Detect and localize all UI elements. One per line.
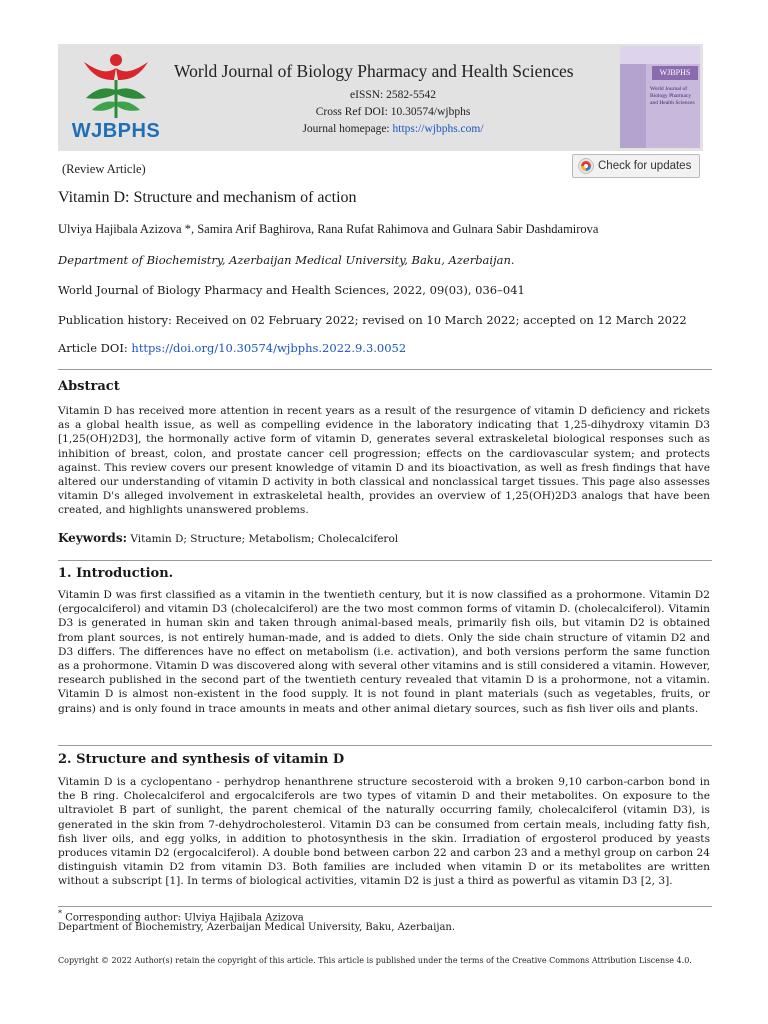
cover-stripe [620,64,646,148]
journal-header [58,44,703,151]
logo-text: WJBPHS [71,120,161,142]
doi-link[interactable]: https://doi.org/10.30574/wjbphs.2022.9.3.0052 [131,341,407,355]
keywords-label: Keywords: [58,531,128,545]
journal-logo [66,50,166,146]
author-list: Ulviya Hajibala Azizova *, Samira Arif Baghirova, Rana Rufat Rahimova and Gulnara Sabir Dashdamirova [58,222,599,236]
homepage-link[interactable]: https://wjbphs.com/ [392,123,484,135]
check-for-updates-button[interactable] [572,154,700,178]
citation: World Journal of Biology Pharmacy and Health Sciences, 2022, 09(03), 036–041 [58,283,525,297]
journal-cover-thumbnail [620,46,700,148]
publication-history: Publication history: Received on 02 February 2022; revised on 10 March 2022; accepted on 12 March 2022 [58,313,687,327]
divider [58,369,712,370]
corresponding-author: Corresponding author: Ulviya Hajibala Azizova [65,912,304,924]
doi-label: Article DOI: [58,341,128,355]
eissn: eISSN: 2582-5542 [350,89,436,101]
section-heading-introduction: 1. Introduction. [58,566,174,581]
crossref-doi: Cross Ref DOI: 10.30574/wjbphs [315,106,471,118]
abstract-heading: Abstract [58,379,120,394]
section-text-structure: Vitamin D is a cyclopentano - perhydrop henanthrene structure secosteroid with a broken 9,10 carbon-carbon bond in the B ring. Cholecalciferol and ergocalciferols are two types of vitamin D and their metabolites. On exposure to the ultraviolet B part of sunlight, the parent chemical of the naturally occurring family, cholecalciferol (vitamin D3), is generated in the skin from 7-dehydrocholesterol. Vitamin D3 can be consumed from certain meals, including fatty fish, fish liver oils, and egg yolks, in addition to photosynthesis in the skin. Irradiation of ergosterol produced by yeasts produces vitamin D2 (ergocalciferol). A double bond between carbon 22 and carbon 23 and a methyl group on carbon 24 distinguish vitamin D2 from vitamin D3. Both families are included when vitamin D or its metabolites are written without a subscript [1]. In terms of biological activities, vitamin D2 is just a third as powerful as vitamin D3 [2, 3]. [58,776,710,888]
section-heading-structure: 2. Structure and synthesis of vitamin D [58,752,345,767]
section-text-introduction: Vitamin D was first classified as a vitamin in the twentieth century, but it is now classified as a prohormone. Vitamin D2 (ergocalciferol) and vitamin D3 (cholecalciferol) are the two most common forms of vitamin D. (cholecalciferol). Vitamin D3 is generated in human skin and taken through animal-based meals, primarily fish oils, but vitamin D2 is obtained from plant sources, is not entirely human-made, and is added to diets. Only the side chain structure of vitamin D2 and D3 differs. The differences have no effect on metabolism (i.e. activation), and both versions perform the same function as a prohormone. Vitamin D was discovered along with several other vitamins and is still considered a vitamin. However, research published in the second part of the twentieth century revealed that vitamin D is a prohormone, not a vitamin. Vitamin D is almost non-existent in the food supply. It is not found in plant materials (such as vegetables, fruits, or grains) and is only found in trace amounts in meats and other animal dietary sources, such as fish liver oils and plants. [58,589,710,715]
article-title: Vitamin D: Structure and mechanism of action [58,189,357,206]
check-for-updates-label: Check for updates [598,160,692,172]
keywords-line [58,531,398,545]
divider [58,560,712,561]
footnote-symbol: * [58,909,62,918]
cover-top-band [620,46,700,64]
footnote-divider [58,906,712,907]
doi-line [58,341,406,355]
homepage-label: Journal homepage: [302,123,390,135]
cover-badge: WJBPHS [652,66,698,80]
article-type: (Review Article) [62,162,146,176]
journal-title: World Journal of Biology Pharmacy and Health Sciences [174,61,574,81]
cover-title: World Journal of Biology Pharmacy and Health Sciences [650,86,695,106]
copyright-notice: Copyright © 2022 Author(s) retain the copyright of this article. This article is published under the terms of the Creative Commons Attribution Liscense 4.0. [58,956,692,965]
abstract-text: Vitamin D has received more attention in recent years as a result of the resurgence of vitamin D deficiency and rickets as a global health issue, as well as compelling evidence in the laboratory indicating that 1,25-dihydroxy vitamin D3 [1,25(OH)2D3], the hormonally active form of vitamin D, generates several extraskeletal biological responses such as inhibition of breast, colon, and prostate cancer cell progression; effects on the cardiovascular system; and protects against. This review covers our present knowledge of vitamin D and its bioactivation, as well as fresh findings that have altered our understanding of vitamin D activity in both classical and nonclassical target tissues. This page also assesses vitamin D's alleged involvement in extraskeletal health, provides an overview of 1,25(OH)2D3 analogs that have been created, and highlights unanswered problems. [58,405,710,517]
divider [58,745,712,746]
wjbphs-logo-icon [66,50,166,120]
journal-meta [258,87,528,138]
keywords-list: Vitamin D; Structure; Metabolism; Cholecalciferol [130,533,399,545]
crossmark-icon [578,158,594,174]
homepage-line [258,121,528,138]
author-affiliation: Department of Biochemistry, Azerbaijan Medical University, Baku, Azerbaijan. [58,253,515,267]
footnote-affiliation: Department of Biochemistry, Azerbaijan Medical University, Baku, Azerbaijan. [58,922,456,933]
